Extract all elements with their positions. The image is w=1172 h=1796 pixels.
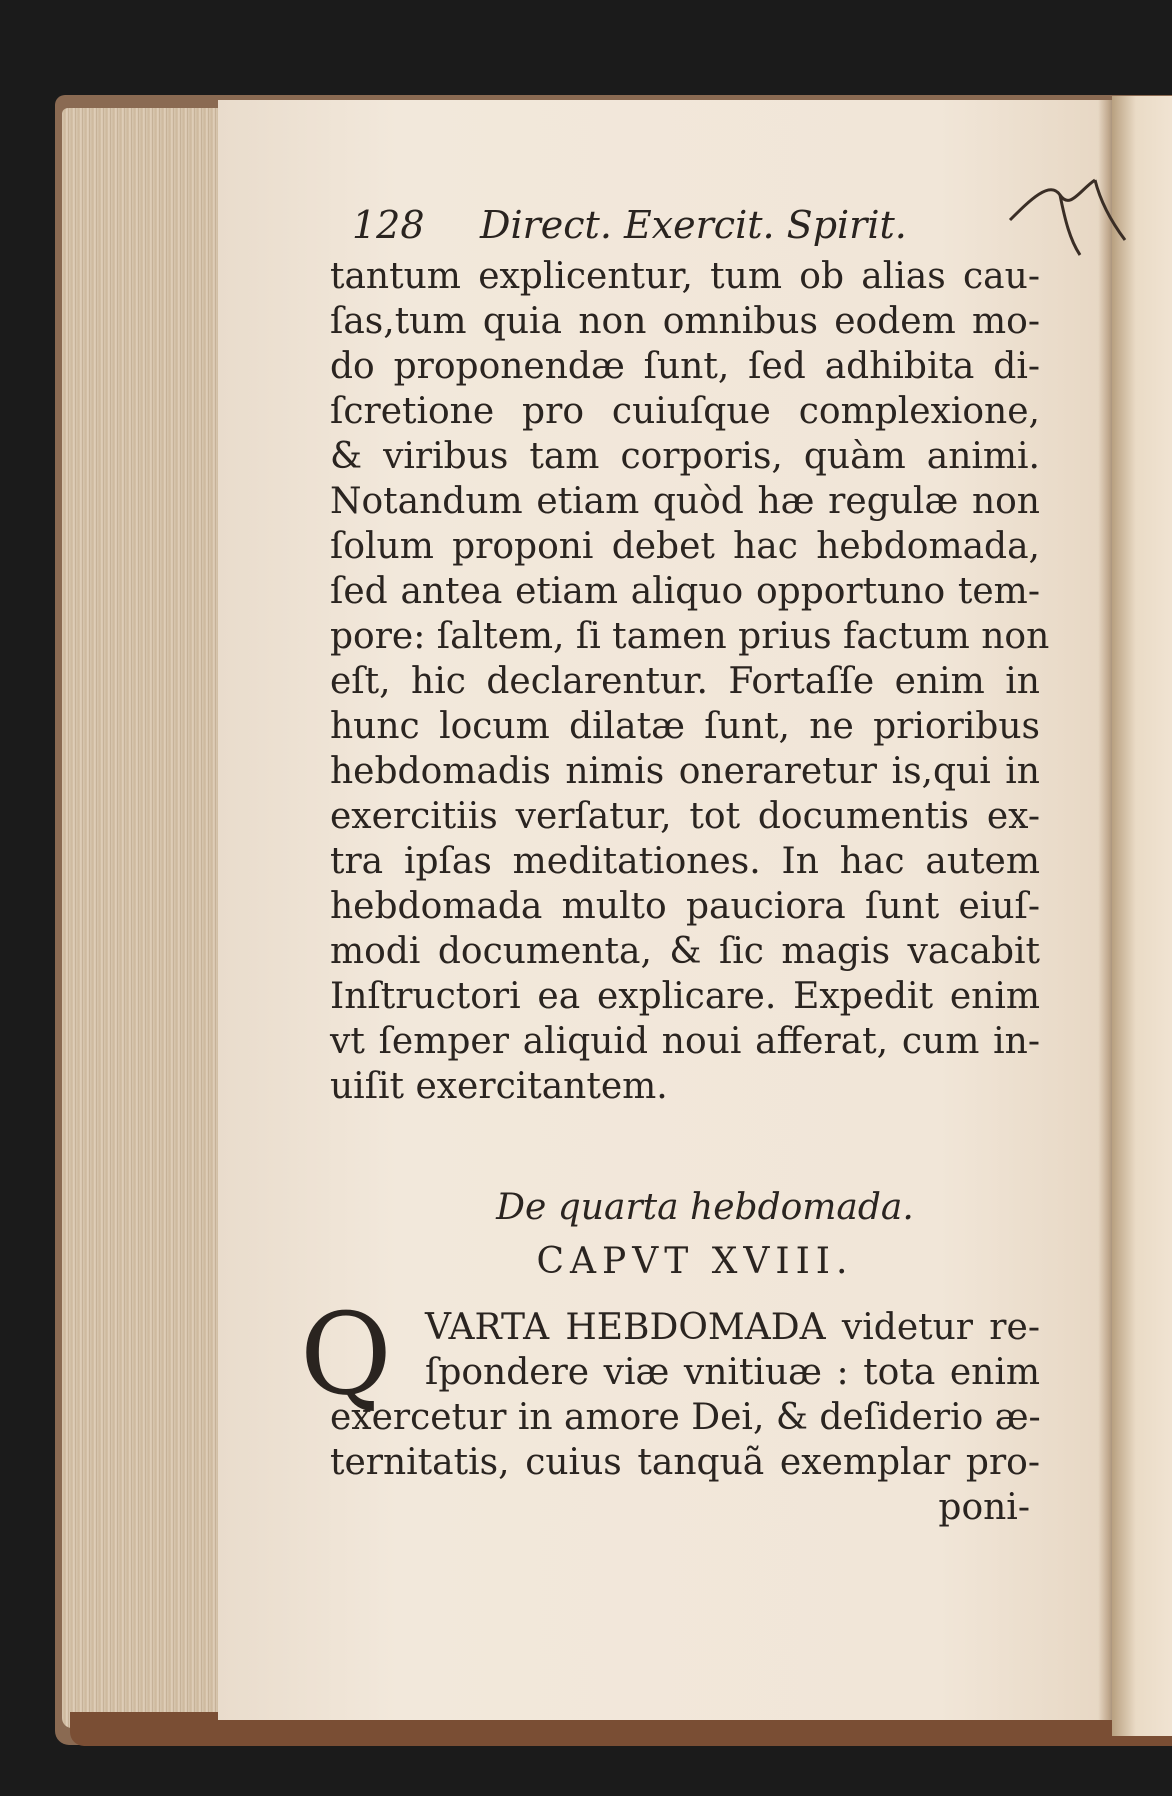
running-head (330, 200, 1040, 250)
body-line: exercitiis verſatur, tot documentis ex- (330, 796, 1040, 837)
chapter-line: ſpondere viæ vnitiuæ : tota enim (425, 1352, 1040, 1393)
right-page-sliver (1112, 96, 1172, 1736)
catchword: poni- (938, 1487, 1030, 1528)
chapter-opening-paragraph (300, 1290, 1041, 1485)
body-line: vt ſemper aliquid noui afferat, cum in- (330, 1021, 1040, 1062)
body-line: tra ipſas meditationes. In hac autem (330, 841, 1040, 882)
body-line: modi documenta, & ſic magis vacabit (330, 931, 1040, 972)
section-title: De quarta hebdomada. (496, 1187, 914, 1228)
chapter-heading: CAPVT XVIII. (536, 1241, 854, 1282)
page-number: 128 (352, 203, 425, 247)
body-line: & viribus tam corporis, quàm animi. (330, 436, 1040, 477)
body-line: hunc locum dilatæ ſunt, ne prioribus (330, 706, 1040, 747)
body-line: ſas,tum quia non omnibus eodem mo- (330, 301, 1040, 342)
body-line: uiſit exercitantem. (330, 1066, 668, 1107)
body-line: Notandum etiam quòd hæ regulæ non (330, 481, 1040, 522)
running-head-title: Direct. Exercit. Spirit. (480, 203, 907, 247)
chapter-line: ternitatis, cuius tanquã exemplar pro- (330, 1442, 1040, 1483)
body-line: eſt, hic declarentur. Fortaſſe enim in (330, 661, 1040, 702)
chapter-line: VARTA HEBDOMADA videtur re- (425, 1307, 1040, 1348)
page-edges (62, 108, 232, 1728)
body-line: do proponendæ ſunt, ſed adhibita di- (330, 346, 1040, 387)
chapter-line: exercetur in amore Dei, & deſiderio æ- (330, 1397, 1041, 1438)
body-line: ſolum proponi debet hac hebdomada, (330, 526, 1040, 567)
body-line: ſed antea etiam aliquo opportuno tem- (330, 571, 1040, 612)
body-line: pore: ſaltem, ſi tamen prius factum non (330, 616, 1050, 657)
body-line: tantum explicentur, tum ob alias cau- (330, 256, 1040, 297)
body-line: hebdomadis nimis oneraretur is,qui in (330, 751, 1040, 792)
page-text (300, 200, 1050, 1530)
drop-cap: Q (300, 1290, 392, 1420)
body-line: Inſtructori ea explicare. Expedit enim (330, 976, 1040, 1017)
body-line: hebdomada multo pauciora ſunt eiuſ- (330, 886, 1040, 927)
body-line: ſcretione pro cuiuſque complexione, (330, 391, 1040, 432)
